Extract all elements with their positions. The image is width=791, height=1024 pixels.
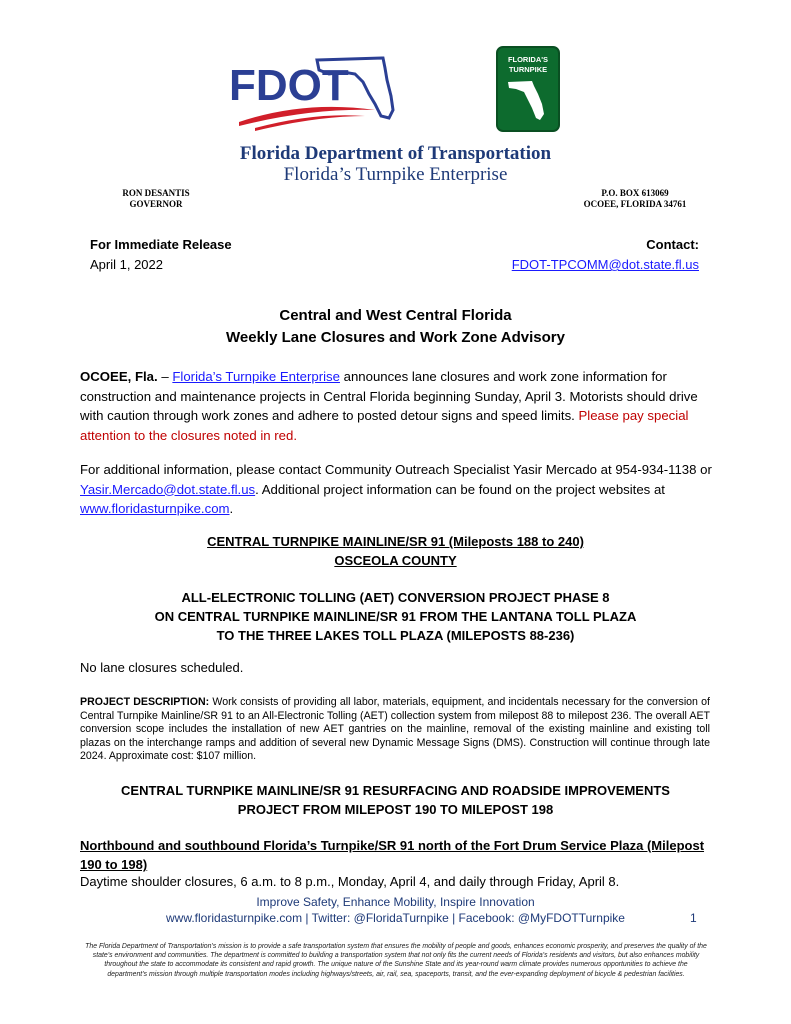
governor-title: GOVERNOR bbox=[129, 199, 183, 209]
resurfacing-title-line-2: PROJECT FROM MILEPOST 190 TO MILEPOST 198 bbox=[237, 802, 554, 817]
intro-text: announces lane closures and work zone information for construction and maintenance projects in Central Florida beginning Sunday, April 3. Motorists should drive with caution through work zones and adhere to posted detour signs and speed limits. bbox=[80, 369, 698, 423]
svg-text:TURNPIKE: TURNPIKE bbox=[508, 65, 548, 74]
release-label: For Immediate Release bbox=[90, 237, 232, 252]
dateline-dash: – bbox=[157, 369, 173, 384]
headline-line-2: Weekly Lane Closures and Work Zone Advisory bbox=[226, 329, 565, 346]
mission-statement: The Florida Department of Transportation’s mission is to provide a safe transportation system that ensures the mobility of people and goods, enhances economic prosperity, and preserves the quality of the state’s environment and communities. The department is committed to building a transportation system that not only fits the current needs of Florida’s residents and visitors, but also enhances mobility throughout the state to accommodate its consistent and rapid growth. The unique nature of the Sunshine State and its year-round warm climate provides numerous opportunities to achieve the department’s mission through multiple transportation modes including highways/streets, air, rail, sea, spaceports, transit, and the ever-expanding deployment of bicycle & pedestrian facilities. bbox=[85, 943, 707, 978]
contact-email-link[interactable]: FDOT-TPCOMM@dot.state.fl.us bbox=[511, 257, 699, 272]
info-text-1: For additional information, please contact Community Outreach Specialist Yasir Mercado at 954-934-1138 or bbox=[80, 462, 712, 477]
fdot-logo bbox=[225, 52, 400, 132]
svg-text:FLORIDA'S: FLORIDA'S bbox=[507, 55, 549, 64]
enterprise-title: Florida’s Turnpike Enterprise bbox=[283, 164, 508, 185]
turnpike-enterprise-link[interactable]: Florida’s Turnpike Enterprise bbox=[172, 369, 340, 384]
info-text-2: . Additional project information can be found on the project websites at bbox=[255, 481, 665, 497]
city-state-zip: OCOEE, FLORIDA 34761 bbox=[583, 199, 687, 209]
dateline: OCOEE, Fla. bbox=[80, 369, 158, 384]
aet-project-title bbox=[0, 588, 791, 645]
section-heading-central-mainline bbox=[0, 532, 791, 570]
no-closures-text: No lane closures scheduled. bbox=[80, 660, 244, 675]
outreach-email-link[interactable]: Yasir.Mercado@dot.state.fl.us bbox=[80, 481, 256, 497]
headline-line-1: Central and West Central Florida bbox=[279, 307, 512, 324]
department-title: Florida Department of Transportation bbox=[239, 143, 552, 164]
resurfacing-project-title bbox=[0, 781, 791, 819]
release-date: April 1, 2022 bbox=[90, 257, 163, 272]
northbound-southbound-heading: Northbound and southbound Florida’s Turnpike/SR 91 north of the Fort Drum Service Plaza (Milepost 190 to 198) bbox=[80, 838, 705, 872]
project-description-text: Work consists of providing all labor, materials, equipment, and incidentals necessary for the conversion of Central Turnpike Mainline/SR 91 to an All-Electronic Tolling (AET) collection system from milepost 88 to milepost 236. The overall AET conversion scope includes the installation of new AET gantries on the mainline, removal of the existing mainline and existing toll plazas on the interchange ramps and addition of several new Dynamic Message Signs (DMS). Construction will continue through late 2024. Approximate cost: $107 million. bbox=[80, 696, 710, 763]
project-description-label: PROJECT DESCRIPTION: bbox=[80, 696, 210, 708]
address-block bbox=[570, 188, 700, 210]
footer-links: www.floridasturnpike.com | Twitter: @FloridaTurnpike | Facebook: @MyFDOTTurnpike bbox=[166, 911, 625, 925]
red-notice: Please pay special attention to the closures noted in red. bbox=[80, 408, 689, 443]
turnpike-logo bbox=[496, 46, 560, 132]
resurfacing-title-line-1: CENTRAL TURNPIKE MAINLINE/SR 91 RESURFACING AND ROADSIDE IMPROVEMENTS bbox=[121, 783, 670, 798]
aet-title-line-2: ON CENTRAL TURNPIKE MAINLINE/SR 91 FROM THE LANTANA TOLL PLAZA bbox=[154, 609, 637, 624]
intro-paragraph bbox=[80, 367, 720, 445]
contact-email-container bbox=[512, 257, 699, 272]
contact-label: Contact: bbox=[646, 237, 699, 252]
project-description bbox=[80, 696, 710, 764]
po-box: P.O. BOX 613069 bbox=[601, 188, 669, 198]
website-link[interactable]: www.floridasturnpike.com bbox=[80, 501, 230, 516]
headline bbox=[0, 305, 791, 349]
section-heading-line-1: CENTRAL TURNPIKE MAINLINE/SR 91 (Mileposts 188 to 240) bbox=[207, 534, 584, 549]
aet-title-line-3: TO THE THREE LAKES TOLL PLAZA (MILEPOSTS 88-236) bbox=[216, 628, 575, 643]
section-heading-line-2: OSCEOLA COUNTY bbox=[334, 553, 457, 568]
page-number: 1 bbox=[690, 911, 697, 925]
governor-block bbox=[96, 188, 216, 210]
footer-tagline: Improve Safety, Enhance Mobility, Inspire Innovation bbox=[256, 895, 535, 909]
daytime-closure-text: Daytime shoulder closures, 6 a.m. to 8 p.m., Monday, April 4, and daily through Friday, April 8. bbox=[80, 874, 620, 889]
governor-name: RON DESANTIS bbox=[122, 188, 190, 198]
info-text-3: . bbox=[229, 501, 234, 516]
aet-title-line-1: ALL-ELECTRONIC TOLLING (AET) CONVERSION PROJECT PHASE 8 bbox=[181, 590, 610, 605]
fdot-logo-text: FDOT bbox=[229, 61, 349, 110]
info-paragraph bbox=[80, 460, 720, 519]
